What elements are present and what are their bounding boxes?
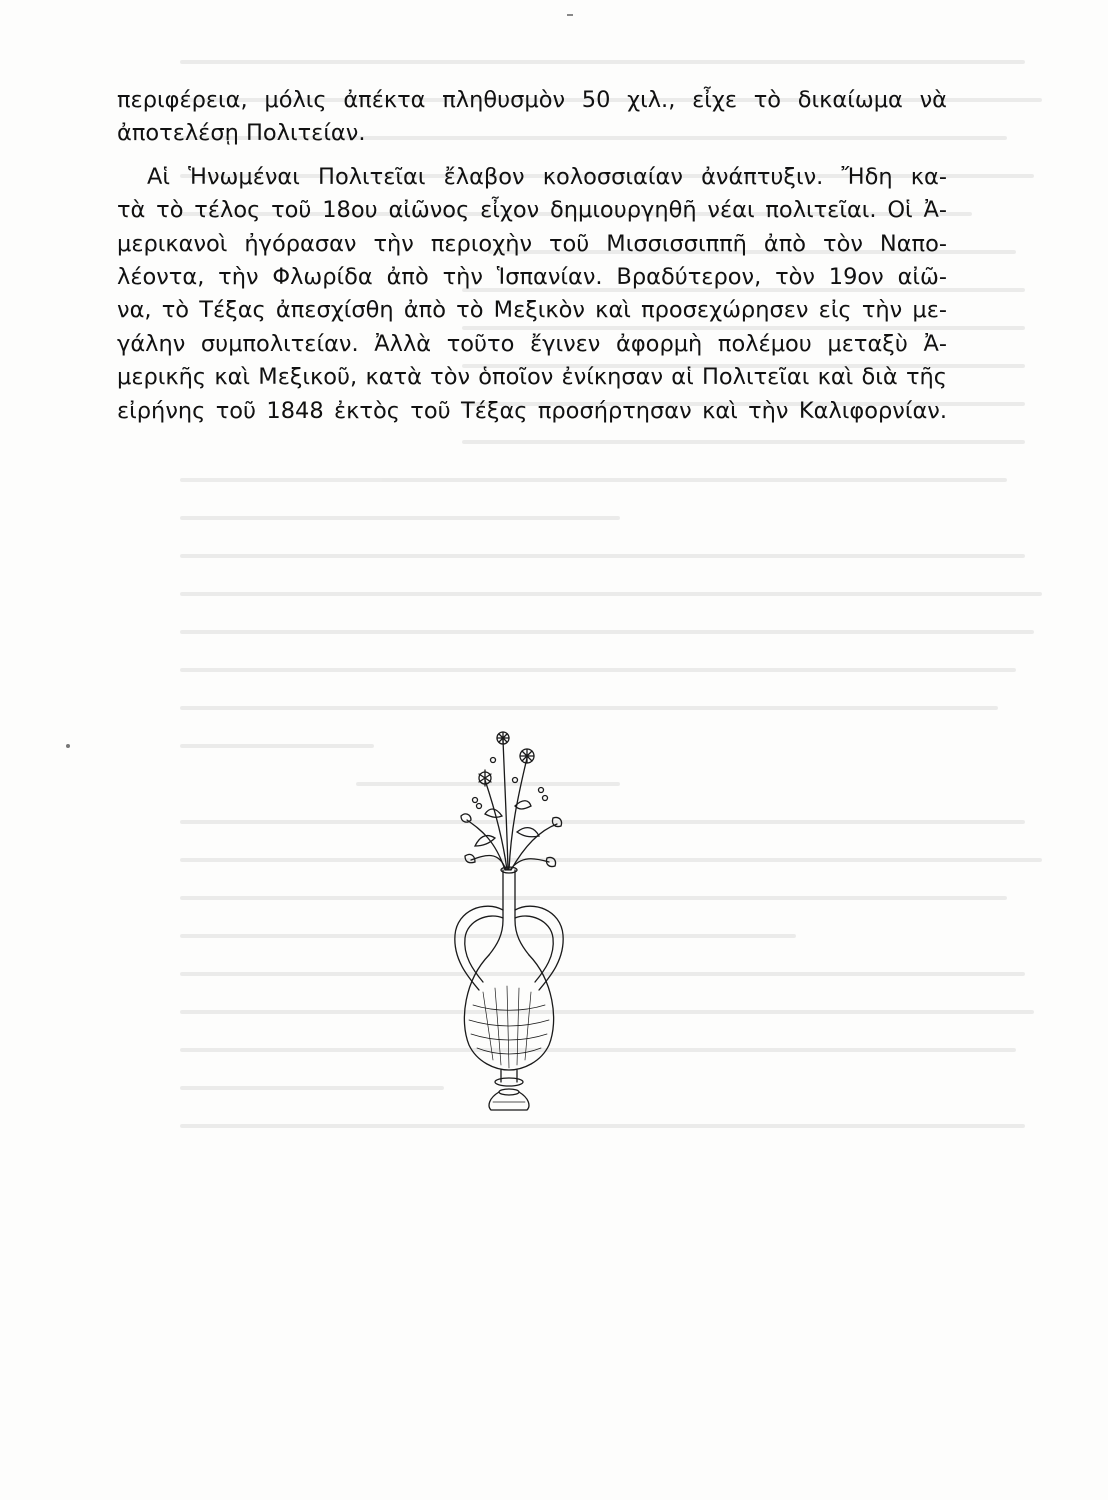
page-mark xyxy=(567,14,573,16)
text-line: να, τὸ Τέξας ἀπεσχίσθη ἀπὸ τὸ Μεξικὸν καὶ προσεχώρησεν εἰς τὴν με- xyxy=(117,297,947,324)
body-text xyxy=(117,84,947,428)
text-line: μερικανοὶ ἠγόρασαν τὴν περιοχὴν τοῦ Μισσισσιππῆ ἀπὸ τὸν Ναπο- xyxy=(117,230,947,257)
ink-speck xyxy=(66,744,70,748)
flower-vase-icon xyxy=(445,720,575,1120)
text-line: τὰ τὸ τέλος τοῦ 18ου αἰῶνος εἶχον δημιουργηθῆ νέαι πολιτεῖαι. Οἱ Ἀ- xyxy=(117,197,947,224)
text-line: λέοντα, τὴν Φλωρίδα ἀπὸ τὴν Ἱσπανίαν. Βραδύτερον, τὸν 19ον αἰῶ- xyxy=(117,264,947,291)
paragraph-1 xyxy=(117,84,947,151)
text-line: γάλην συμπολιτείαν. Ἀλλὰ τοῦτο ἔγινεν ἀφορμὴ πολέμου μεταξὺ Ἀ- xyxy=(117,330,947,357)
text-line: μερικῆς καὶ Μεξικοῦ, κατὰ τὸν ὁποῖον ἐνίκησαν αἱ Πολιτεῖαι καὶ διὰ τῆς xyxy=(117,364,947,391)
text-line: ἀποτελέσῃ Πολιτείαν. xyxy=(117,120,366,147)
text-line: Αἱ Ἡνωμέναι Πολιτεῖαι ἔλαβον κολοσσιαίαν ἀνάπτυξιν. Ἤδη κα- xyxy=(147,163,947,190)
paragraph-2 xyxy=(117,161,947,428)
text-line: περιφέρεια, μόλις ἀπέκτα πληθυσμὸν 50 χιλ., εἶχε τὸ δικαίωμα νὰ xyxy=(117,87,947,113)
text-line: εἰρήνης τοῦ 1848 ἐκτὸς τοῦ Τέξας προσήρτησαν καὶ τὴν Καλιφορνίαν. xyxy=(117,397,947,424)
